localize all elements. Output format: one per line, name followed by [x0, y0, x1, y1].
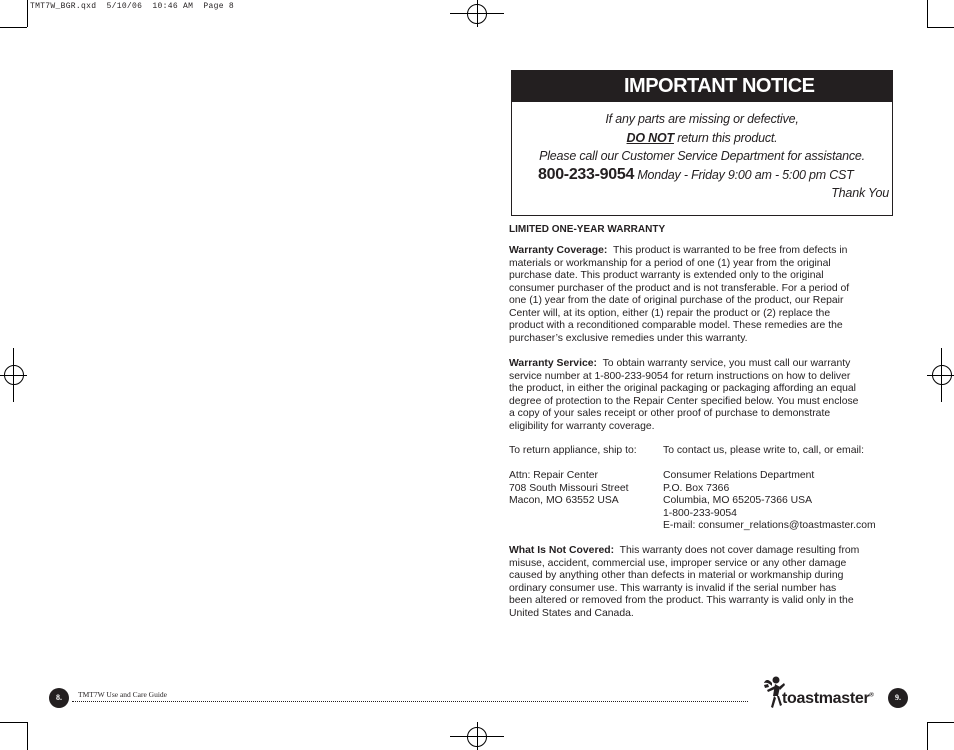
return-heading: To return appliance, ship to: [509, 445, 637, 456]
crop-mark [27, 722, 28, 750]
return-address: Attn: Repair Center 708 South Missouri Street Macon, MO 63552 USA [509, 470, 629, 506]
notice-line-3: Please call our Customer Service Department for assistance. [539, 149, 865, 163]
footer-divider-left [72, 701, 748, 702]
service-phone-number: 800-233-9054 [538, 165, 635, 183]
warranty-service-paragraph: Warranty Service: To obtain warranty service, you must call our warranty service number at 1-800-233-9054 for return instructions on how to deliver the product, in either the original packaging or packaging affording an equal degree of protection to the Repair Center specified below. You must enclose a copy of your sales receipt or other proof of purchase to demonstrate eligibility for warranty coverage. [509, 358, 859, 432]
important-notice-box [511, 70, 893, 216]
toastmaster-brand: toastmaster® [782, 690, 874, 707]
notice-heading: IMPORTANT NOTICE [512, 71, 892, 102]
contact-email: E-mail: consumer_relations@toastmaster.com [663, 520, 876, 531]
not-covered-paragraph: What Is Not Covered: This warranty does not cover damage resulting from misuse, accident, commercial use, improper service or any other damage caused by anything other than defects in material or workmanship during ordinary consumer use. This warranty is invalid if the serial number has been altered or removed from the product. This warranty is valid only in the United States and Canada. [509, 545, 860, 619]
crop-mark [927, 722, 954, 723]
right-page-number: 9. [888, 688, 908, 708]
notice-thanks: Thank You [831, 186, 889, 200]
crop-mark [927, 27, 954, 28]
contact-heading: To contact us, please write to, call, or email: [663, 445, 864, 456]
crop-mark [927, 0, 928, 27]
do-not-emphasis: DO NOT [626, 130, 674, 145]
notice-line-1: If any parts are missing or defective, [605, 112, 799, 126]
notice-line-2: DO NOT return this product. [626, 130, 778, 145]
left-page-number: 8. [49, 688, 69, 708]
guide-title: TMT7W Use and Care Guide [78, 690, 168, 699]
crop-mark [0, 722, 27, 723]
crop-mark [0, 27, 27, 28]
print-slug: TMT7W_BGR.qxd 5/10/06 10:46 AM Page 8 [30, 2, 235, 11]
service-label: Warranty Service: [509, 358, 597, 369]
crop-mark [27, 0, 28, 27]
not-covered-label: What Is Not Covered: [509, 545, 615, 556]
notice-body [512, 102, 892, 203]
warranty-title: LIMITED ONE-YEAR WARRANTY [509, 224, 666, 235]
crop-mark [927, 722, 928, 750]
warranty-coverage-paragraph: Warranty Coverage: This product is warranted to be free from defects in materials or workmanship for a period of one (1) year from the original purchase date. This product warranty is extended only to the original consumer purchaser of the product and is not transferable. For a period of one (1) year from the date of original purchase of the product, our Repair Center will, at its option, either (1) repair the product or (2) replace the product with a reconditioned comparable model. These remedies are the purchaser’s exclusive remedies under this warranty. [509, 245, 850, 344]
coverage-label: Warranty Coverage: [509, 245, 608, 256]
notice-phone-line [512, 166, 892, 185]
contact-address: Consumer Relations Department P.O. Box 7366 Columbia, MO 65205-7366 USA 1-800-233-9054 E-mail: consumer_relations@toastmaster.com [663, 470, 903, 533]
service-hours: Monday - Friday 9:00 am - 5:00 pm CST [634, 167, 854, 182]
registered-mark: ® [869, 692, 874, 699]
